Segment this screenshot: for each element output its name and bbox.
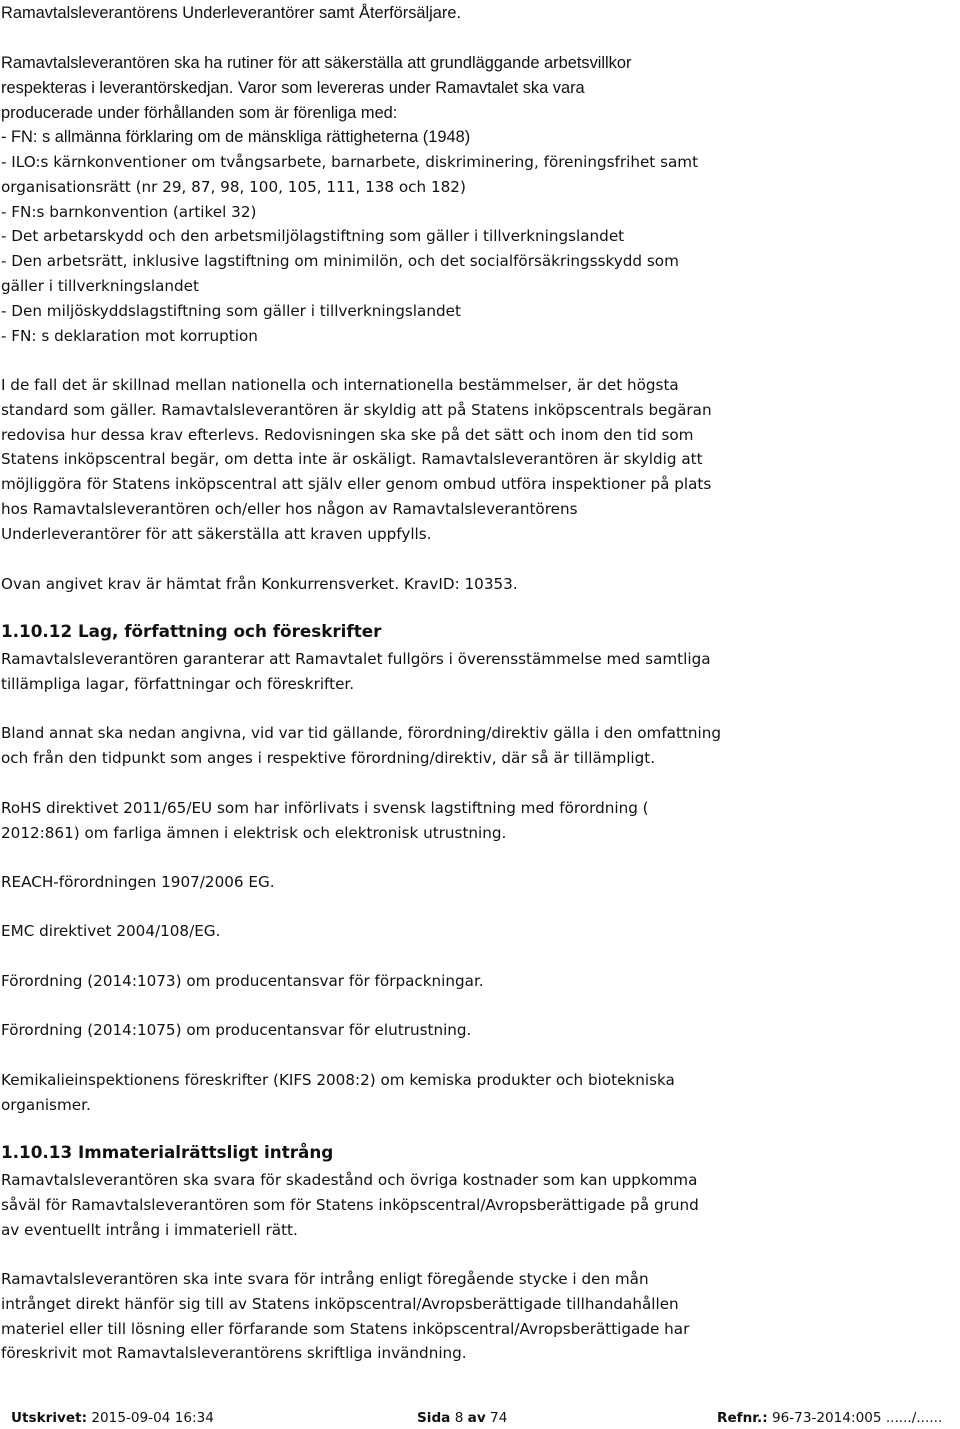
intro-paragraph: Ramavtalsleverantören ska ha rutiner för att säkerställa att grundläggande arbetsvillkor respekteras i leverantörskedjan. Varor som levereras under Ramavtalet ska vara producerade under förhållanden som är förenliga med: - FN: s allmänna förklaring om de mänskliga rättigheterna (1948) [1, 54, 632, 147]
footer-ref-label: Refnr.: [717, 1410, 768, 1426]
intro-title: Ramavtalsleverantörens Underleverantörer samt Återförsäljare. [1, 4, 462, 22]
footer-page-info [417, 1409, 507, 1427]
requirements-list: - ILO:s kärnkonventioner om tvångsarbete, barnarbete, diskriminering, föreningsfrihet samt organisationsrätt (nr 29, 87, 98, 100, 105, 111, 138 och 182) - FN:s barnkonvention (artikel 32) - Det arbetarskydd och den arbetsmiljölagstiftning som gäller i tillverkningslandet - Den arbetsrätt, inklusive lagstiftning om minimilön, och det socialförsäkringsskydd som gäller i tillverkningslandet - Den miljöskyddslagstiftning som gäller i tillverkningslandet - FN: s deklaration mot korruption [1, 153, 699, 345]
section-1-10-13-paragraph-2: Ramavtalsleverantören ska inte svara för intrång enligt föregående stycke i den mån intrånget direkt hänför sig till av Statens inköpscentral/Avropsberättigade tillhandahållen materiel eller till lösning eller förfarande som Statens inköpscentral/Avropsberättigade har föreskrivit mot Ramavtalsleverantörens skriftliga invändning. [1, 1270, 690, 1363]
section-1-10-12-paragraph-3: RoHS direktivet 2011/65/EU som har införlivats i svensk lagstiftning med förordning ( 2012:861) om farliga ämnen i elektrisk och elektronisk utrustning. [1, 799, 649, 842]
footer-printed-label: Utskrivet: [11, 1410, 88, 1426]
footer-page-total: 74 [490, 1410, 508, 1426]
footer-ref-value: 96-73-2014:005 ....../...... [771, 1410, 943, 1426]
section-1-10-12-paragraph-2: Bland annat ska nedan angivna, vid var tid gällande, förordning/direktiv gälla i den omfattning och från den tidpunkt som anges i respektive förordning/direktiv, där så är tillämpligt. [1, 724, 721, 767]
section-1-10-12-paragraph-5: EMC direktivet 2004/108/EG. [1, 922, 221, 940]
footer-page-of: av [467, 1410, 486, 1426]
footer-page-number: 8 [454, 1410, 464, 1426]
differences-paragraph: I de fall det är skillnad mellan nationella och internationella bestämmelser, är det högsta standard som gäller. Ramavtalsleverantören är skyldig att på Statens inköpscentrals begäran redovisa hur dessa krav efterlevs. Redovisningen ska ske på det sätt och inom den tid som Statens inköpscentral begär, om detta inte är oskäligt. Ramavtalsleverantören är skyldig att möjliggöra för Statens inköpscentral att själv eller genom ombud utföra inspektioner på plats hos Ramavtalsleverantören och/eller hos någon av Ramavtalsleverantörens Underleverantörer för att säkerställa att kraven uppfylls. [1, 376, 712, 543]
section-1-10-13-paragraph-1: Ramavtalsleverantören ska svara för skadestånd och övriga kostnader som kan uppkomma såväl för Ramavtalsleverantören som för Statens inköpscentral/Avropsberättigade på grund av eventuellt intrång i immateriell rätt. [1, 1171, 699, 1239]
section-1-10-12-paragraph-6: Förordning (2014:1073) om producentansvar för förpackningar. [1, 972, 484, 990]
footer-printed [11, 1409, 214, 1427]
section-heading-1-10-13: 1.10.13 Immaterialrättsligt intrång [1, 1142, 334, 1162]
section-1-10-12-paragraph-1: Ramavtalsleverantören garanterar att Ramavtalet fullgörs i överensstämmelse med samtliga tillämpliga lagar, författningar och föreskrifter. [1, 650, 711, 693]
section-1-10-12-paragraph-8: Kemikalieinspektionens föreskrifter (KIFS 2008:2) om kemiska produkter och biotekniska organismer. [1, 1071, 675, 1114]
footer-page-label: Sida [417, 1410, 451, 1426]
section-heading-1-10-12: 1.10.12 Lag, författning och föreskrifter [1, 621, 382, 641]
section-1-10-12-paragraph-4: REACH-förordningen 1907/2006 EG. [1, 873, 275, 891]
source-note: Ovan angivet krav är hämtat från Konkurrensverket. KravID: 10353. [1, 575, 518, 593]
section-1-10-12-paragraph-7: Förordning (2014:1075) om producentansvar för elutrustning. [1, 1021, 472, 1039]
footer-printed-value: 2015-09-04 16:34 [91, 1410, 214, 1426]
footer-reference [717, 1409, 942, 1427]
